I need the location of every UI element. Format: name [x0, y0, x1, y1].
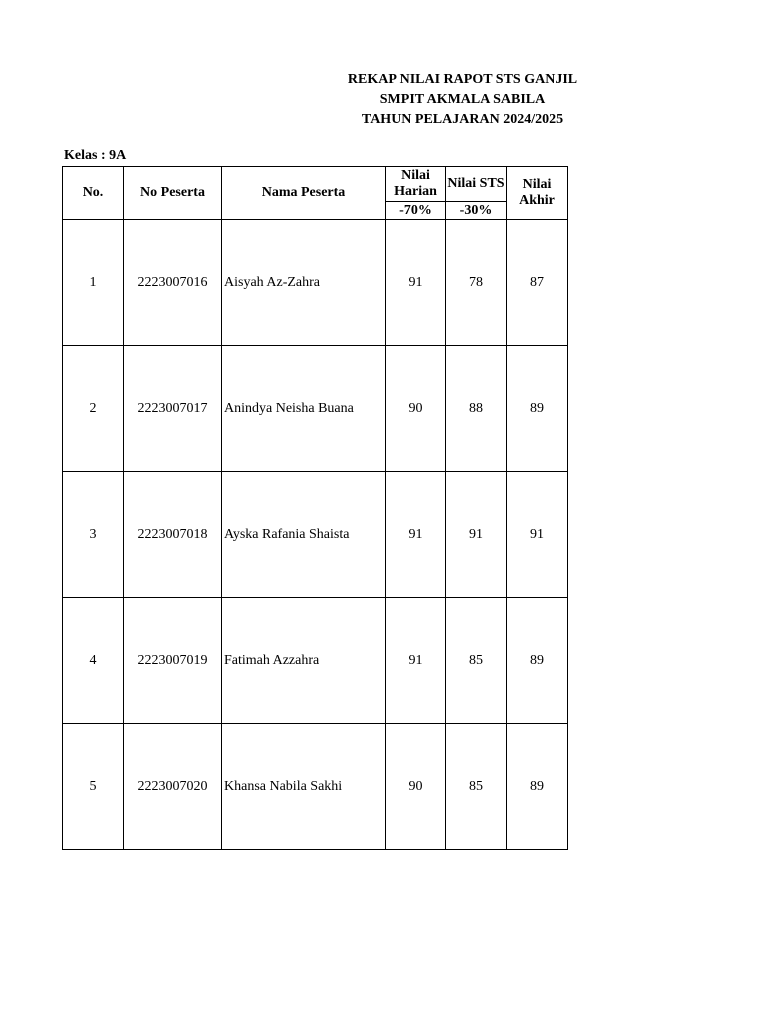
col-header-no-peserta: No Peserta: [124, 167, 222, 220]
cell-no-peserta: 2223007020: [124, 724, 222, 850]
class-label: Kelas : 9A: [64, 148, 127, 163]
table-row: [63, 724, 568, 850]
col-header-nilai-akhir: Nilai Akhir: [507, 167, 568, 220]
cell-no: 3: [63, 472, 124, 598]
cell-nilai-akhir: 89: [507, 598, 568, 724]
col-header-nilai-harian: Nilai Harian: [386, 167, 446, 202]
cell-no: 2: [63, 346, 124, 472]
col-header-nilai-sts: Nilai STS: [446, 167, 507, 202]
cell-nama: Khansa Nabila Sakhi: [222, 724, 386, 850]
table-row: [63, 220, 568, 346]
cell-nama: Anindya Neisha Buana: [222, 346, 386, 472]
col-header-sts-weight: -30%: [446, 202, 507, 220]
table-body: [63, 220, 568, 850]
table-row: [63, 598, 568, 724]
report-header: [260, 70, 665, 130]
cell-no-peserta: 2223007016: [124, 220, 222, 346]
cell-nilai-akhir: 89: [507, 724, 568, 850]
cell-nilai-akhir: 89: [507, 346, 568, 472]
table-row: [63, 346, 568, 472]
cell-nilai-harian: 91: [386, 472, 446, 598]
cell-no: 1: [63, 220, 124, 346]
cell-nilai-harian: 90: [386, 346, 446, 472]
cell-nilai-sts: 91: [446, 472, 507, 598]
cell-no: 4: [63, 598, 124, 724]
cell-no-peserta: 2223007017: [124, 346, 222, 472]
academic-year: TAHUN PELAJARAN 2024/2025: [361, 112, 564, 127]
cell-no: 5: [63, 724, 124, 850]
cell-nilai-sts: 78: [446, 220, 507, 346]
col-header-no: No.: [63, 167, 124, 220]
cell-nilai-harian: 91: [386, 220, 446, 346]
cell-nama: Aisyah Az-Zahra: [222, 220, 386, 346]
cell-nilai-sts: 85: [446, 598, 507, 724]
cell-nilai-harian: 90: [386, 724, 446, 850]
table-header: [63, 167, 568, 220]
cell-nilai-sts: 88: [446, 346, 507, 472]
cell-nama: Fatimah Azzahra: [222, 598, 386, 724]
cell-no-peserta: 2223007018: [124, 472, 222, 598]
cell-nilai-akhir: 87: [507, 220, 568, 346]
table-row: [63, 472, 568, 598]
col-header-harian-weight: -70%: [386, 202, 446, 220]
cell-nilai-akhir: 91: [507, 472, 568, 598]
cell-nilai-harian: 91: [386, 598, 446, 724]
school-name: SMPIT AKMALA SABILA: [379, 92, 546, 107]
cell-nilai-sts: 85: [446, 724, 507, 850]
cell-nama: Ayska Rafania Shaista: [222, 472, 386, 598]
grades-table: [62, 166, 568, 850]
cell-no-peserta: 2223007019: [124, 598, 222, 724]
col-header-nama-peserta: Nama Peserta: [222, 167, 386, 220]
report-title: REKAP NILAI RAPOT STS GANJIL: [347, 72, 578, 87]
